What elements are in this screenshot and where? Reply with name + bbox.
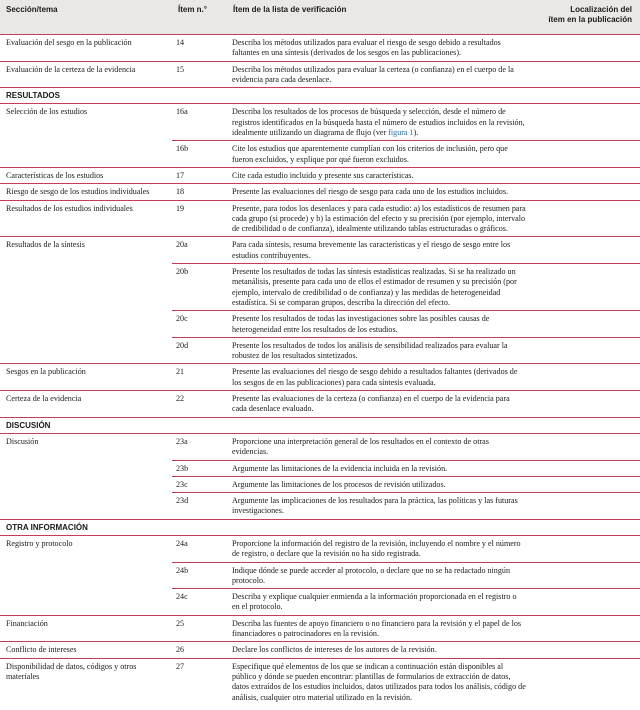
table-row [0,615,640,642]
section-heading-row [0,417,640,433]
table-row [0,264,640,311]
row-item-number: 19 [172,200,227,237]
row-topic: Selección de los estudios [6,107,88,117]
table-row [0,493,640,520]
row-topic [0,493,172,520]
row-topic: Financiación [0,615,172,642]
table-row [0,391,640,418]
row-item-number: 23a [172,433,227,460]
row-location [532,104,640,141]
row-description: Describa los resultados de los procesos de búsqueda y selección, desde el número de registros identificados en la búsqueda hasta el número de estudios incluidos en la revisión, idealmente utilizando un diagrama de flujo (ver figura 1). [227,104,532,141]
row-location [532,167,640,183]
table-row [0,589,640,616]
table-row [0,141,640,168]
row-location [532,658,640,705]
row-topic: Resultados de los estudios individuales [0,200,172,237]
row-location [532,200,640,237]
row-topic: Evaluación del sesgo en la publicación [0,35,172,62]
row-location [532,184,640,200]
row-location [532,337,640,364]
section-heading: OTRA INFORMACIÓN [0,519,640,535]
row-description: Especifique qué elementos de los que se indican a continuación están disponibles al público y dónde se pueden encontrar: plantillas de formularios de extracción de datos, datos extraídos de los estudios incluidos, datos utilizados para todos los análisis, código de análisis, cualquier otro material utilizado en la revisión. [232,661,526,702]
row-location [532,535,640,562]
row-location [532,615,640,642]
row-item-number: 23c [172,476,227,492]
row-location [532,391,640,418]
row-item-number: 24a [172,535,227,562]
row-topic: Riesgo de sesgo de los estudios individuales [0,184,172,200]
row-topic [0,264,172,311]
row-topic: Conflicto de intereses [0,642,172,658]
row-location [532,642,640,658]
row-description: Declare los conflictos de intereses de los autores de la revisión. [227,642,532,658]
row-item-number: 22 [172,391,227,418]
row-topic: Discusión [6,436,39,446]
row-item-number: 20b [172,264,227,311]
row-location [532,264,640,311]
row-location [532,476,640,492]
row-item-number: 23b [172,460,227,476]
section-heading-row [0,519,640,535]
section-heading: RESULTADOS [0,88,640,104]
row-item-number: 26 [172,642,227,658]
row-topic [0,589,172,616]
table-row [0,184,640,200]
row-topic: Sesgos en la publicación [0,364,172,391]
row-description: Presente los resultados de todos los análisis de sensibilidad realizados para evaluar la robustez de los resultados sintetizados. [227,337,532,364]
row-description: Proporcione la información del registro de la revisión, incluyendo el nombre y el número de registro, o declare que la revisión no ha sido registrada. [227,535,532,562]
row-topic [0,337,172,364]
header-item-no: Ítem n.° [172,0,227,35]
table-header [0,0,640,35]
row-location [532,141,640,168]
row-topic [0,141,172,168]
row-location [532,35,640,62]
table-row [0,35,640,62]
row-topic: Características de los estudios [0,167,172,183]
row-item-number: 16b [172,141,227,168]
row-description: Argumente las implicaciones de los resultados para la práctica, las políticas y las futuras investigaciones. [227,493,532,520]
row-description: Argumente las limitaciones de los procesos de revisión utilizados. [227,476,532,492]
row-description: Presente los resultados de todas las investigaciones sobre las posibles causas de heterogeneidad entre los resultados de los estudios. [227,311,532,338]
row-location [532,493,640,520]
row-item-number: 16a [172,104,227,141]
table-row [0,167,640,183]
row-location [532,433,640,460]
table-row [0,562,640,589]
table-row [0,311,640,338]
row-description: Presente las evaluaciones de la certeza (o confianza) en el cuerpo de la evidencia para cada desenlace evaluado. [227,391,532,418]
header-section: Sección/tema [0,0,172,35]
row-description: Cite cada estudio incluido y presente sus características. [227,167,532,183]
row-item-number: 20d [172,337,227,364]
row-item-number: 24c [172,589,227,616]
table-row [0,476,640,492]
row-description: Indique dónde se puede acceder al protocolo, o declare que no se ha redactado ningún protocolo. [227,562,532,589]
section-heading-row [0,88,640,104]
row-location [532,562,640,589]
figure-link[interactable]: figura 1 [388,128,414,138]
row-item-number: 18 [172,184,227,200]
table-row [0,460,640,476]
row-description: Presente, para todos los desenlaces y para cada estudio: a) los estadísticos de resumen para cada grupo (si procede) y b) la estimación del efecto y su precisión (por ejemplo, intervalo de credibilidad o de confianza), idealmente utilizando tablas estructuradas o gráficos. [227,200,532,237]
row-description: Para cada síntesis, resuma brevemente las características y el riesgo de sesgo entre los estudios contribuyentes. [227,237,532,264]
table-row [0,364,640,391]
row-topic: Registro y protocolo [6,538,73,548]
row-location [532,364,640,391]
row-topic [0,562,172,589]
header-checklist-item: Ítem de la lista de verificación [227,0,532,35]
row-topic: Disponibilidad de datos, códigos y otros materiales [6,661,137,681]
row-location [532,61,640,88]
table-row [0,61,640,88]
table-row [0,642,640,658]
row-topic [0,476,172,492]
row-description: Describa y explique cualquier enmienda a la información proporcionada en el registro o en el protocolo. [227,589,532,616]
table-row [0,237,640,264]
row-description: Argumente las limitaciones de la evidencia incluida en la revisión. [227,460,532,476]
table-row [0,104,640,141]
row-description: Describa los métodos utilizados para evaluar el riesgo de sesgo debido a resultados faltantes en una síntesis (derivados de los sesgos en las publicaciones). [227,35,532,62]
row-topic [0,460,172,476]
table-row [0,200,640,237]
row-description: Presente los resultados de todas las síntesis estadísticas realizadas. Si se ha realizado un metanálisis, presente para cada uno de ellos el estimador de resumen y su precisión (por ejemplo, intervalo de credibilidad o de confianza) y las medidas de heterogeneidad estadística. Si se comparan grupos, describa la dirección del efecto. [227,264,532,311]
table-row [0,535,640,562]
row-topic [0,311,172,338]
row-item-number: 23d [172,493,227,520]
row-item-number: 21 [172,364,227,391]
row-item-number: 27 [176,661,185,671]
section-heading: DISCUSIÓN [0,417,640,433]
row-item-number: 24b [172,562,227,589]
row-item-number: 17 [172,167,227,183]
table-row [0,658,640,705]
row-item-number: 14 [172,35,227,62]
row-location [532,237,640,264]
row-location [532,589,640,616]
header-location: Localización del ítem en la publicación [532,0,640,35]
table-row [0,433,640,460]
row-topic: Certeza de la evidencia [0,391,172,418]
row-item-number: 20a [172,237,227,264]
row-description: Describa las fuentes de apoyo financiero o no financiero para la revisión y el papel de los financiadores o patrocinadores en la revisión. [227,615,532,642]
row-item-number: 15 [172,61,227,88]
row-location [532,460,640,476]
row-topic: Resultados de la síntesis [6,240,85,250]
row-item-number: 25 [172,615,227,642]
row-item-number: 20c [172,311,227,338]
row-description: Presente las evaluaciones del riesgo de sesgo debido a resultados faltantes (derivados de los sesgos de en las publicaciones) para cada síntesis evaluada. [227,364,532,391]
row-description: Describa los métodos utilizados para evaluar la certeza (o confianza) en el cuerpo de la evidencia para cada desenlace. [227,61,532,88]
row-topic: Evaluación de la certeza de la evidencia [0,61,172,88]
row-description: Cite los estudios que aparentemente cumplían con los criterios de inclusión, pero que fueron excluidos, y explique por qué fueron excluidos. [227,141,532,168]
table-row [0,337,640,364]
row-description: Presente las evaluaciones del riesgo de sesgo para cada uno de los estudios incluidos. [227,184,532,200]
row-description: Proporcione una interpretación general de los resultados en el contexto de otras evidencias. [227,433,532,460]
row-location [532,311,640,338]
